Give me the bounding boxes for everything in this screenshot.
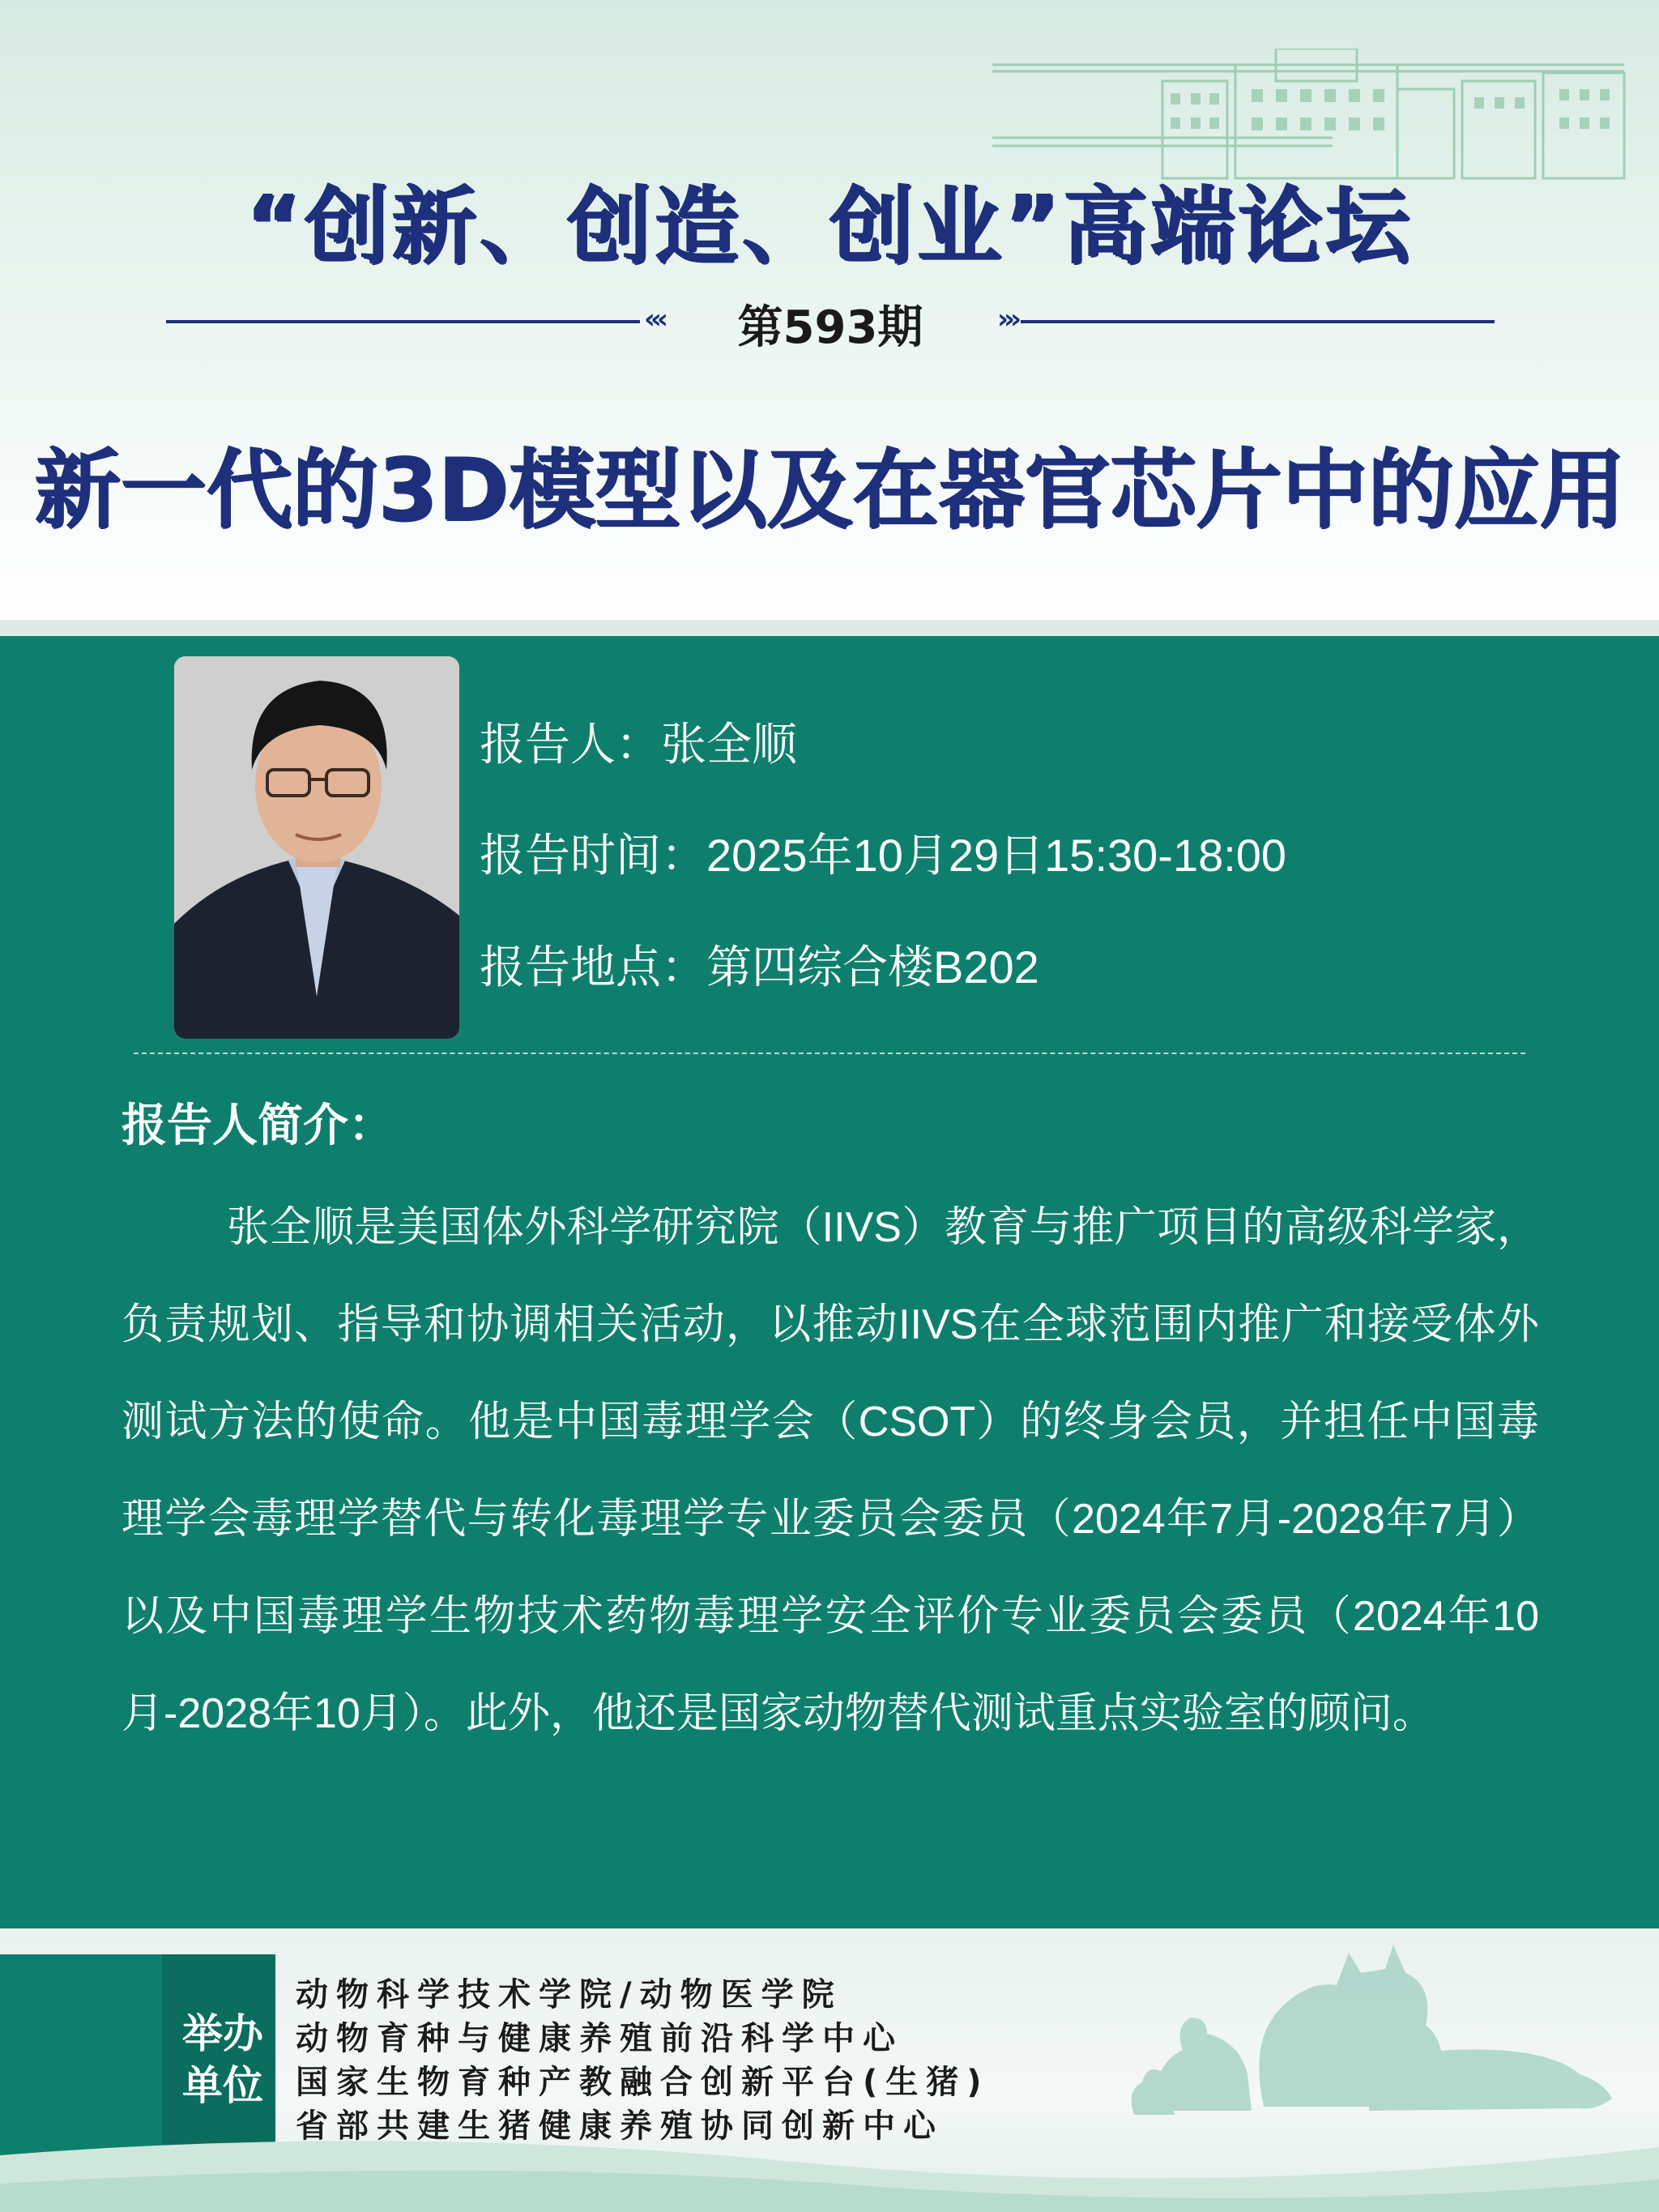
chevron-left-icon: ‹‹‹ bbox=[644, 303, 664, 335]
report-time: 报告时间：2025年10月29日15:30-18:00 bbox=[480, 830, 1287, 881]
host-organization: 动物育种与健康养殖前沿科学中心 bbox=[296, 2020, 903, 2057]
speaker-photo bbox=[174, 656, 459, 1039]
issue-divider-right bbox=[1021, 320, 1495, 323]
reporter-name: 报告人：张全顺 bbox=[480, 719, 797, 770]
speaker-portrait-icon bbox=[174, 656, 459, 1039]
issue-row bbox=[166, 292, 1495, 357]
issue-number: 第593期 bbox=[737, 301, 923, 354]
header-divider-strip bbox=[0, 620, 1659, 636]
host-organization: 省部共建生猪健康养殖协同创新中心 bbox=[296, 2107, 944, 2145]
host-label-line1: 举办 bbox=[182, 2010, 263, 2057]
section-divider bbox=[134, 1053, 1525, 1054]
poster-header bbox=[0, 0, 1659, 628]
host-label bbox=[170, 2008, 275, 2112]
bio-heading: 报告人简介： bbox=[122, 1100, 394, 1152]
bio-text: 张全顺是美国体外科学研究院（IIVS）教育与推广项目的高级科学家，负责规划、指导和协调相关活动，以推动IIVS在全球范围内推广和接受体外测试方法的使命。他是中国毒理学会（CSOT）的终身会员，并担任中国毒理学会毒理学替代与转化毒理学专业委员会委员（2024年7月-2028年7月）以及中国毒理学生物技术药物毒理学安全评价专业委员会委员（2024年10月-2028年10月）。此外，他还是国家动物替代测试重点实验室的顾问。 bbox=[122, 1204, 1539, 1737]
talk-title: 新一代的3D模型以及在器官芯片中的应用 bbox=[34, 440, 1625, 540]
chevron-right-icon: ››› bbox=[996, 303, 1017, 335]
forum-title: “创新、创造、创业”高端论坛 bbox=[245, 177, 1414, 275]
host-organization: 动物科学技术学院/动物医学院 bbox=[296, 1976, 842, 2013]
host-label-line2: 单位 bbox=[182, 2062, 263, 2109]
host-organization: 国家生物育种产教融合创新平台(生猪) bbox=[296, 2064, 990, 2101]
report-location: 报告地点：第四综合楼B202 bbox=[480, 942, 1039, 993]
footer-wave-decoration bbox=[0, 2107, 1659, 2212]
